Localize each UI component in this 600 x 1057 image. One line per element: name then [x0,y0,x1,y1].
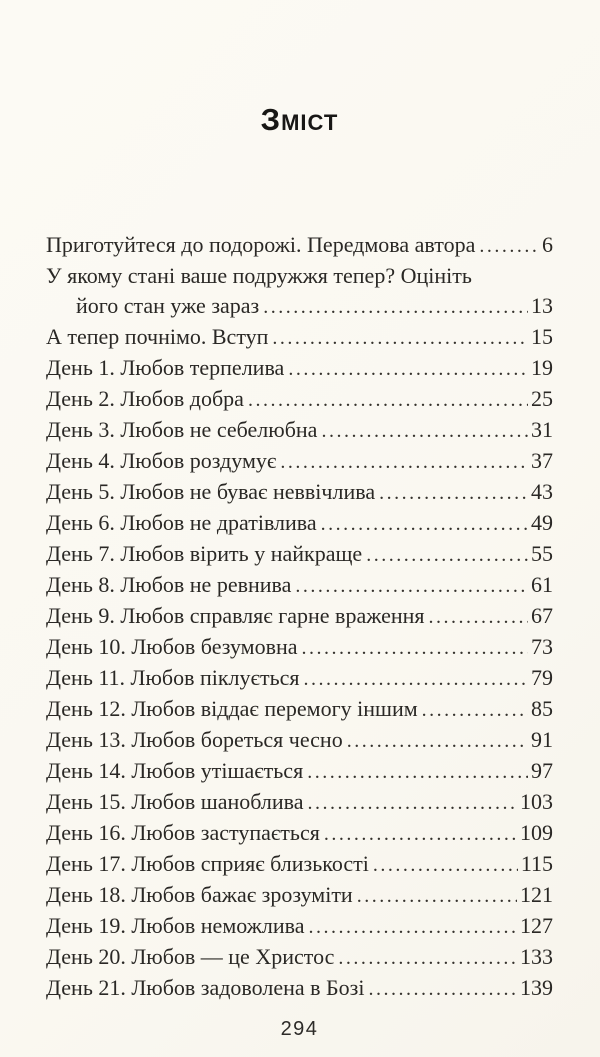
toc-entry-page: 13 [531,293,553,318]
toc-entry-line [46,725,553,756]
toc-entry [46,849,553,880]
toc-entry-line [46,973,553,1004]
toc-entry [46,911,553,942]
toc-entry-line [46,911,553,942]
toc-entry-label: День 9. Любов справляє гарне враження [46,603,425,628]
toc-entry-line [46,230,553,261]
toc-entry-page: 139 [520,975,553,1000]
toc-entry-page: 19 [531,355,553,380]
dotted-leader [321,415,528,446]
toc-entry-label: День 10. Любов безумовна [46,634,298,659]
toc-entry [46,942,553,973]
toc-entry-label: А тепер почнімо. Вступ [46,324,269,349]
toc-entry-label: День 11. Любов піклується [46,665,300,690]
toc-entry-page: 49 [531,510,553,535]
toc-entry-line [46,880,553,911]
toc-entry-label: День 13. Любов бореться чесно [46,727,343,752]
toc-entry-page: 67 [531,603,553,628]
toc-entry [46,756,553,787]
toc-entry-line [46,322,553,353]
toc-entry [46,508,553,539]
toc-entry-line [46,508,553,539]
toc-entry-line [46,632,553,663]
toc-entry-page: 61 [531,572,553,597]
toc-entry-page: 6 [542,232,553,257]
toc-entry-label: День 20. Любов — це Христос [46,944,335,969]
toc-entry-line [46,942,553,973]
toc-entry-page: 97 [531,758,553,783]
dotted-leader [321,508,528,539]
toc-entry-line-continuation [46,291,553,322]
toc-entry-line [46,539,553,570]
toc-entry-page: 15 [531,324,553,349]
toc-entry-page: 91 [531,727,553,752]
toc-entry-label: День 7. Любов вірить у найкраще [46,541,363,566]
toc-entry [46,261,553,322]
toc-entry [46,322,553,353]
toc-entry-label: День 18. Любов бажає зрозуміти [46,882,353,907]
dotted-leader [304,663,529,694]
toc-entry-label: День 2. Любов добра [46,386,244,411]
toc-entry [46,818,553,849]
toc-entry-line [46,261,553,291]
dotted-leader [429,601,528,632]
dotted-leader [347,725,528,756]
folio-page-number: 294 [280,1018,319,1040]
toc-entry-line [46,787,553,818]
toc-entry [46,694,553,725]
toc-entry [46,663,553,694]
toc-entry [46,632,553,663]
toc-entry [46,384,553,415]
dotted-leader [379,477,528,508]
toc-entry-page: 133 [520,944,553,969]
toc-entry [46,880,553,911]
toc-entry-line [46,446,553,477]
toc-entry-label: День 8. Любов не ревнива [46,572,292,597]
toc-entry-page: 127 [520,913,553,938]
toc-entry-page: 79 [531,665,553,690]
toc-entry [46,446,553,477]
dotted-leader [288,353,528,384]
toc-entry-page: 31 [531,417,553,442]
toc-entry-page: 103 [520,789,553,814]
toc-entry-line [46,477,553,508]
toc-list [46,230,553,1004]
dotted-leader [280,446,528,477]
dotted-leader [272,322,528,353]
toc-entry-page: 115 [520,851,553,876]
toc-entry [46,601,553,632]
dotted-leader [422,694,528,725]
toc-entry-label: День 12. Любов віддає перемогу іншим [46,696,418,721]
toc-entry-line [46,601,553,632]
toc-entry [46,230,553,261]
dotted-leader [302,632,528,663]
toc-entry [46,415,553,446]
toc-entry-label: День 16. Любов заступається [46,820,320,845]
toc-entry [46,787,553,818]
toc-entry-label: День 17. Любов сприяє близькості [46,851,369,876]
toc-entry-label: День 5. Любов не буває неввічлива [46,479,376,504]
toc-entry-label: У якому стані ваше подружжя тепер? Оцініть [46,263,472,288]
toc-entry-line [46,415,553,446]
toc-entry-page: 121 [520,882,553,907]
dotted-leader [309,911,517,942]
toc-entry [46,539,553,570]
dotted-leader [324,818,517,849]
dotted-leader [295,570,528,601]
toc-entry-label: День 19. Любов неможлива [46,913,305,938]
toc-entry-page: 109 [520,820,553,845]
toc-entry-label-continuation: його стан уже зараз [76,293,260,318]
toc-entry-label: День 15. Любов шаноблива [46,789,304,814]
toc-entry-label: День 4. Любов роздумує [46,448,277,473]
dotted-leader [479,230,539,261]
toc-entry-page: 55 [531,541,553,566]
toc-entry-line [46,756,553,787]
dotted-leader [308,787,517,818]
toc-entry-label: День 1. Любов терпелива [46,355,285,380]
toc-entry-line [46,570,553,601]
toc-entry-line [46,353,553,384]
toc-entry [46,725,553,756]
toc-entry-page: 43 [531,479,553,504]
dotted-leader [248,384,528,415]
dotted-leader [366,539,528,570]
page-title: Зміст [260,102,339,137]
toc-entry [46,353,553,384]
toc-entry-line [46,849,553,880]
toc-entry-label: Приготуйтеся до подорожі. Передмова автора [46,232,476,257]
dotted-leader [338,942,517,973]
toc-entry [46,477,553,508]
toc-entry-line [46,663,553,694]
toc-entry [46,973,553,1004]
toc-entry-label: День 6. Любов не дратівлива [46,510,317,535]
toc-entry-line [46,694,553,725]
toc-entry-page: 73 [531,634,553,659]
toc-entry-page: 37 [531,448,553,473]
toc-entry-label: День 14. Любов утішається [46,758,304,783]
toc-entry-label: День 3. Любов не себелюбна [46,417,318,442]
dotted-leader [263,291,528,322]
dotted-leader [373,849,518,880]
dotted-leader [357,880,517,911]
toc-entry-page: 85 [531,696,553,721]
toc-entry-label: День 21. Любов задоволена в Бозі [46,975,365,1000]
dotted-leader [368,973,517,1004]
toc-entry-page: 25 [531,386,553,411]
toc-entry-line [46,818,553,849]
toc-entry-line [46,384,553,415]
toc-entry [46,570,553,601]
dotted-leader [307,756,528,787]
